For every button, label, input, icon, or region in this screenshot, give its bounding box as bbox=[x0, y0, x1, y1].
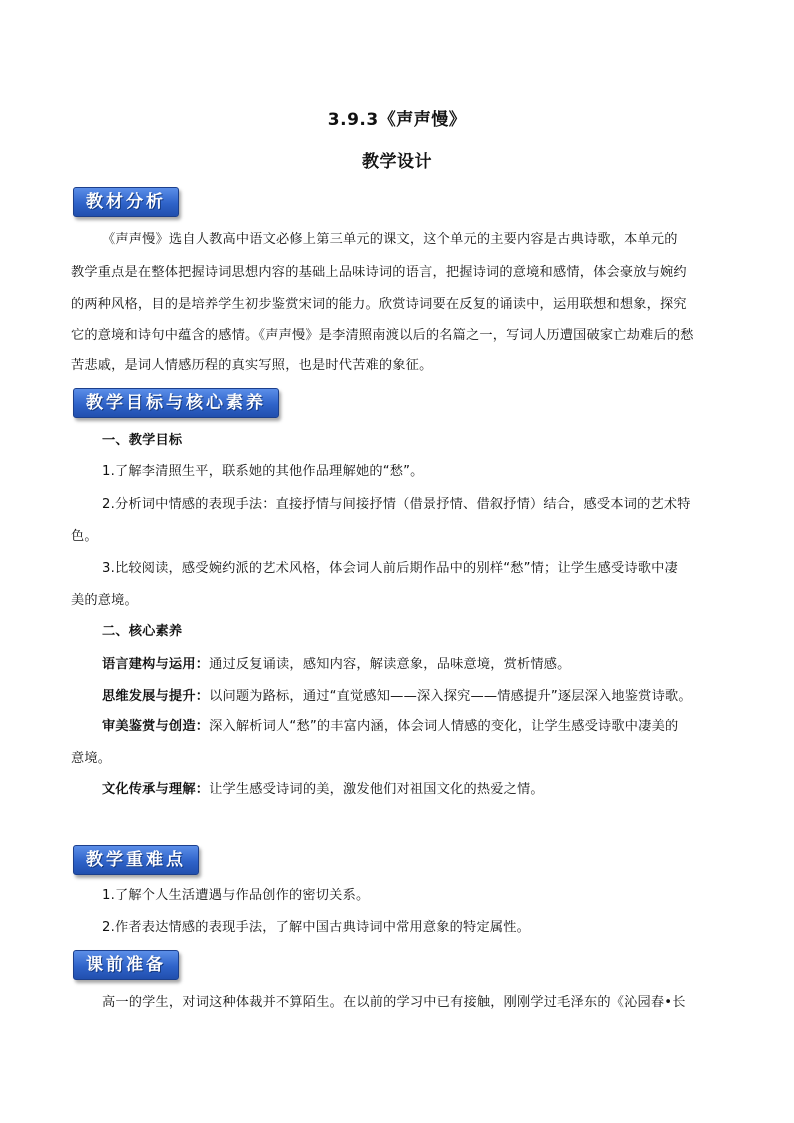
core-text: 让学生感受诗词的美，激发他们对祖国文化的热爱之情。 bbox=[209, 782, 544, 797]
section-heading-prep: 课前准备 bbox=[73, 950, 179, 980]
document-subtitle: 教学设计 bbox=[362, 152, 432, 172]
analysis-line: 它的意境和诗句中蕴含的感情。《声声慢》是李清照南渡以后的名篇之一，写词人历遭国破家亡劫难后的愁 bbox=[71, 328, 694, 343]
core-label: 思维发展与提升： bbox=[102, 689, 210, 704]
core-label: 审美鉴赏与创造： bbox=[102, 719, 210, 734]
core-item-1 bbox=[102, 656, 730, 673]
core-text: 以问题为路标，通过“直觉感知——深入探究——情感提升”逐层深入地鉴赏诗歌。 bbox=[209, 689, 692, 704]
core-label: 文化传承与理解： bbox=[102, 782, 210, 797]
goal-item-1: 1.了解李清照生平，联系她的其他作品理解她的“愁”。 bbox=[102, 464, 424, 479]
core-label: 语言建构与运用： bbox=[102, 657, 210, 672]
core-item-2 bbox=[102, 688, 730, 705]
core-item-3 bbox=[102, 718, 730, 735]
core-text: 深入解析词人“愁”的丰富内涵，体会词人情感的变化，让学生感受诗歌中凄美的 bbox=[209, 719, 679, 734]
analysis-line: 苦悲戚，是词人情感历程的真实写照，也是时代苦难的象征。 bbox=[71, 358, 433, 373]
prep-line: 高一的学生，对词这种体裁并不算陌生。在以前的学习中已有接触，刚刚学过毛泽东的《沁园春•长 bbox=[102, 995, 686, 1010]
section-heading-goals: 教学目标与核心素养 bbox=[73, 388, 279, 418]
goals-subheading: 一、教学目标 bbox=[102, 433, 183, 448]
goal-item-2: 2.分析词中情感的表现手法：直接抒情与间接抒情（借景抒情、借叙抒情）结合，感受本词的艺术特 bbox=[102, 497, 691, 512]
analysis-line: 教学重点是在整体把握诗词思想内容的基础上品味诗词的语言，把握诗词的意境和感情，体会豪放与婉约 bbox=[71, 265, 687, 280]
core-text: 通过反复诵读，感知内容，解读意象，品味意境，赏析情感。 bbox=[209, 657, 571, 672]
core-subheading: 二、核心素养 bbox=[102, 624, 183, 639]
section-heading-analysis: 教材分析 bbox=[73, 187, 179, 217]
document-title: 3.9.3《声声慢》 bbox=[327, 110, 467, 130]
analysis-line: 《声声慢》选自人教高中语文必修上第三单元的课文，这个单元的主要内容是古典诗歌，本单元的 bbox=[102, 232, 678, 247]
keypoint-item-1: 1.了解个人生活遭遇与作品创作的密切关系。 bbox=[102, 888, 370, 903]
section-heading-keypoints: 教学重难点 bbox=[73, 845, 199, 875]
goal-item-2-cont: 色。 bbox=[71, 529, 98, 544]
core-item-4 bbox=[102, 781, 730, 798]
goal-item-3-cont: 美的意境。 bbox=[71, 593, 138, 608]
keypoint-item-2: 2.作者表达情感的表现手法，了解中国古典诗词中常用意象的特定属性。 bbox=[102, 920, 530, 935]
goal-item-3: 3.比较阅读，感受婉约派的艺术风格，体会词人前后期作品中的别样“愁”情；让学生感受诗歌中凄 bbox=[102, 561, 678, 576]
core-item-3-cont: 意境。 bbox=[71, 751, 112, 766]
analysis-line: 的两种风格，目的是培养学生初步鉴赏宋词的能力。欣赏诗词要在反复的诵读中，运用联想和想象，探究 bbox=[71, 297, 687, 312]
